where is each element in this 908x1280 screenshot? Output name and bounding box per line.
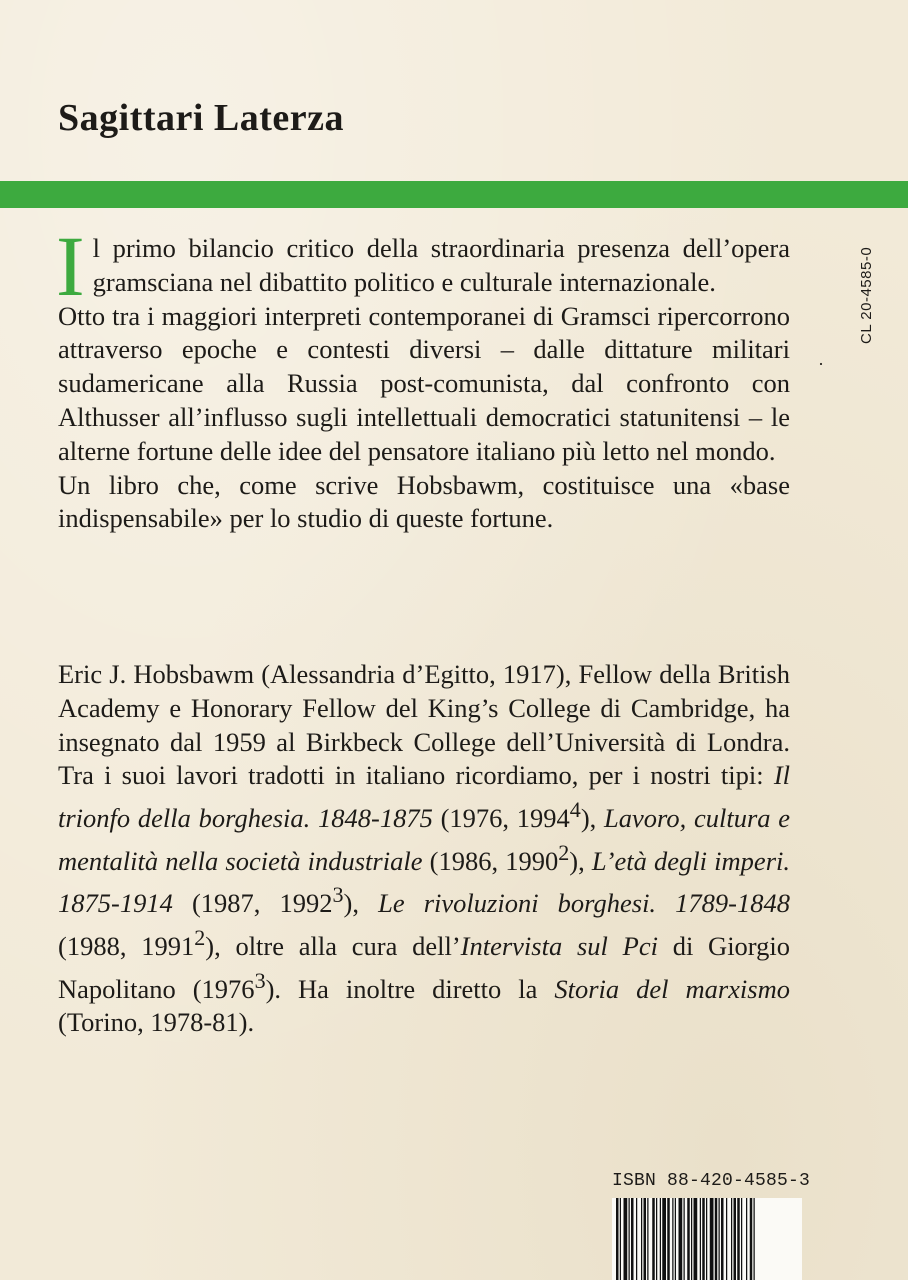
barcode-bar (700, 1198, 701, 1280)
catalog-code: CL 20-4585-0 (858, 246, 875, 344)
edition-superscript: 2 (558, 839, 570, 865)
barcode-bar (675, 1198, 676, 1280)
barcode-bar (660, 1198, 661, 1280)
barcode-bar (702, 1198, 705, 1280)
barcode-bar (706, 1198, 707, 1280)
bio-text: ), (569, 845, 592, 876)
barcode-bar (616, 1198, 619, 1280)
barcode-bar (694, 1198, 698, 1280)
bio-text: (1987, 1992 (172, 888, 333, 919)
barcode-bars (612, 1198, 802, 1280)
bio-text: (Torino, 1978-81). (58, 1007, 255, 1038)
blurb-paragraph-3: Un libro che, come scrive Hobsbawm, costituisce una «base indispensabile» per lo studio di queste fortune. (58, 469, 790, 534)
barcode-bar (656, 1198, 657, 1280)
bio-title-italic: L’età degli imperi. 1875-1914 (58, 845, 790, 919)
barcode-bar (710, 1198, 714, 1280)
bio-text: ), (343, 888, 379, 919)
barcode-bar (719, 1198, 720, 1280)
barcode-bar (652, 1198, 655, 1280)
barcode-bar (672, 1198, 673, 1280)
author-bio (58, 658, 790, 1040)
barcode-bar (715, 1198, 718, 1280)
bio-text: Eric J. Hobsbawm (Alessandria d’Egitto, 1917), Fellow della British Academy e Honorary Fellow del King’s College di Cambridge, ha insegnato dal 1959 al Birkbeck College dell’Università di Londra. Tra i suoi lavori tradotti in italiano ricordiamo, per i nostri tipi: (58, 659, 790, 791)
green-stripe (0, 181, 908, 208)
barcode-bar (721, 1198, 724, 1280)
barcode-bar (679, 1198, 683, 1280)
barcode-bar (734, 1198, 737, 1280)
drop-cap: I (56, 218, 85, 314)
blurb-text (56, 218, 790, 536)
bio-text: (1986, 1990 (422, 845, 559, 876)
blurb-p1-text: l primo bilancio critico della straordinaria presenza dell’opera gramsciana nel dibattito politico e culturale internazionale. (92, 233, 790, 297)
barcode-bar (620, 1198, 621, 1280)
barcode-bar (731, 1198, 732, 1280)
bio-text: ), oltre alla cura dell’ (205, 930, 461, 961)
edition-superscript: 4 (569, 797, 581, 823)
barcode-bar (624, 1198, 628, 1280)
barcode-bar (684, 1198, 685, 1280)
bio-title-italic: Lavoro, cultura e mentalità nella società industriale (58, 803, 791, 876)
edition-superscript: 2 (194, 925, 206, 951)
bio-text: (1988, 1991 (58, 930, 195, 961)
barcode-bar (746, 1198, 747, 1280)
blurb-paragraph-1 (56, 218, 790, 314)
bio-text: (1976, 1994 (432, 803, 570, 834)
barcode-bar (631, 1198, 634, 1280)
bio-title-italic: Il trionfo della borghesia. 1848-1875 (58, 760, 790, 834)
bio-title-italic: Le rivoluzioni borghesi. 1789-1848 (378, 888, 790, 919)
barcode-bar (687, 1198, 690, 1280)
barcode-bar (647, 1198, 648, 1280)
author-bio-paragraph (58, 658, 790, 1040)
barcode-bar (741, 1198, 742, 1280)
edition-superscript: 3 (254, 967, 266, 993)
stray-dot: · (818, 354, 824, 374)
barcode-bar (691, 1198, 692, 1280)
barcode-bar (726, 1198, 727, 1280)
barcode-bar (662, 1198, 666, 1280)
barcode (612, 1198, 802, 1280)
bio-title-italic: Storia del marxismo (554, 973, 790, 1004)
series-title: Sagittari Laterza (58, 97, 345, 139)
bio-title-italic: Intervista sul Pci (460, 930, 658, 961)
barcode-bar (754, 1198, 755, 1280)
barcode-bar (644, 1198, 647, 1280)
bio-text: ). Ha inoltre diretto la (265, 973, 555, 1004)
barcode-bar (750, 1198, 753, 1280)
blurb-paragraph-2: Otto tra i maggiori interpreti contemporanei di Gramsci ripercorrono attraverso epoche e contesti diversi – dalle dittature militari sudamericane alla Russia post-comunista, dal confronto con Althusser all’influsso sugli intellettuali democratici statunitensi – le alterne fortune delle idee del pensatore italiano più letto nel mondo. (58, 300, 790, 466)
barcode-bar (629, 1198, 630, 1280)
isbn-label: ISBN 88-420-4585-3 (612, 1171, 811, 1191)
bio-text: di Giorgio Napolitano (1976 (58, 930, 791, 1004)
barcode-bar (636, 1198, 637, 1280)
edition-superscript: 3 (332, 882, 344, 908)
barcode-bar (641, 1198, 642, 1280)
bio-text: ), (580, 803, 605, 834)
barcode-bar (667, 1198, 670, 1280)
barcode-bar (737, 1198, 740, 1280)
